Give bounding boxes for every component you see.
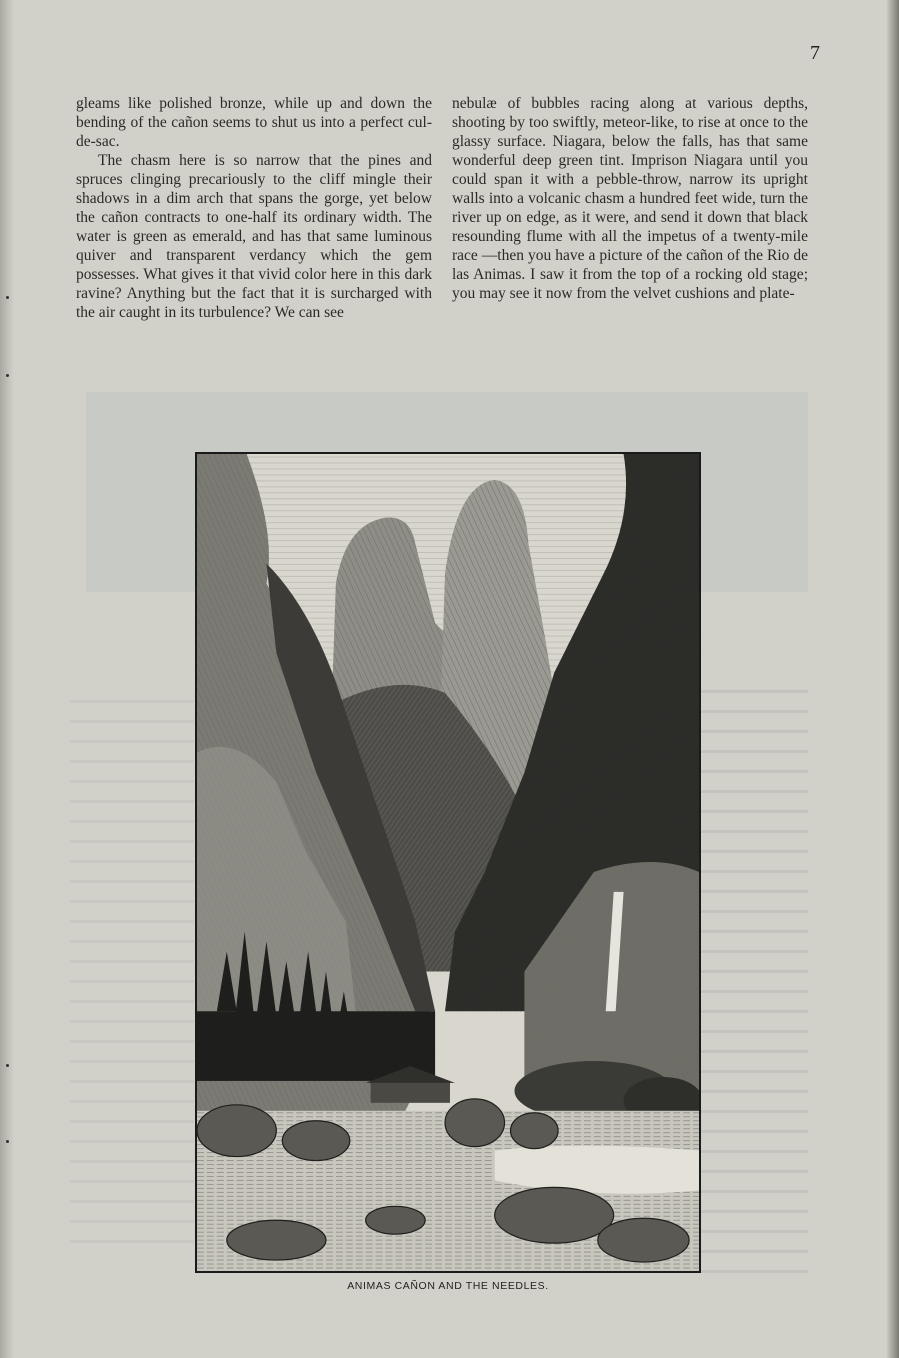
paragraph: gleams like polished bronze, while up and down the bending of the cañon seems to shut us into a perfect cul-de-sac. <box>76 95 432 150</box>
engraving-illustration <box>195 452 701 1273</box>
show-through-text-right <box>690 690 808 1280</box>
binding-mark <box>6 296 9 299</box>
text-column-left <box>76 94 432 322</box>
binding-mark <box>6 1064 9 1067</box>
paragraph: The chasm here is so narrow that the pines and spruces clinging precariously to the cliff mingle their shadows in a dim arch that spans the gorge, yet below the cañon contracts to one-half its ordinary width. The water is green as emerald, and has that same luminous quiver and transparent verdancy which the gem possesses. What gives it that vivid color here in this dark ravine? Anything but the fact that it is surcharged with the air caught in its turbulence? We can see <box>76 152 432 321</box>
page-number: 7 <box>810 42 820 64</box>
book-spine-shadow <box>0 0 14 1358</box>
figure-caption: ANIMAS CAÑON AND THE NEEDLES. <box>347 1280 549 1292</box>
show-through-text-left <box>70 700 194 1260</box>
canyon-engraving <box>197 454 699 1271</box>
binding-mark <box>6 374 9 377</box>
binding-mark <box>6 1140 9 1143</box>
page-edge-shadow <box>887 0 899 1358</box>
paragraph: nebulæ of bubbles racing along at various depths, shooting by too swiftly, meteor-like, to rise at once to the glassy surface. Niagara, below the falls, has that same wonderful deep green tint. Imprison Niagara until you could span it with a pebble-throw, narrow its upright walls into a volcanic chasm a hundred feet wide, turn the river up on edge, as it were, and send it down that black resounding flume with all the impetus of a twenty-mile race —then you have a picture of the cañon of the Rio de las Animas. I saw it from the top of a rocking old stage; you may see it now from the velvet cushions and plate- <box>452 95 808 302</box>
text-column-right <box>452 94 808 303</box>
